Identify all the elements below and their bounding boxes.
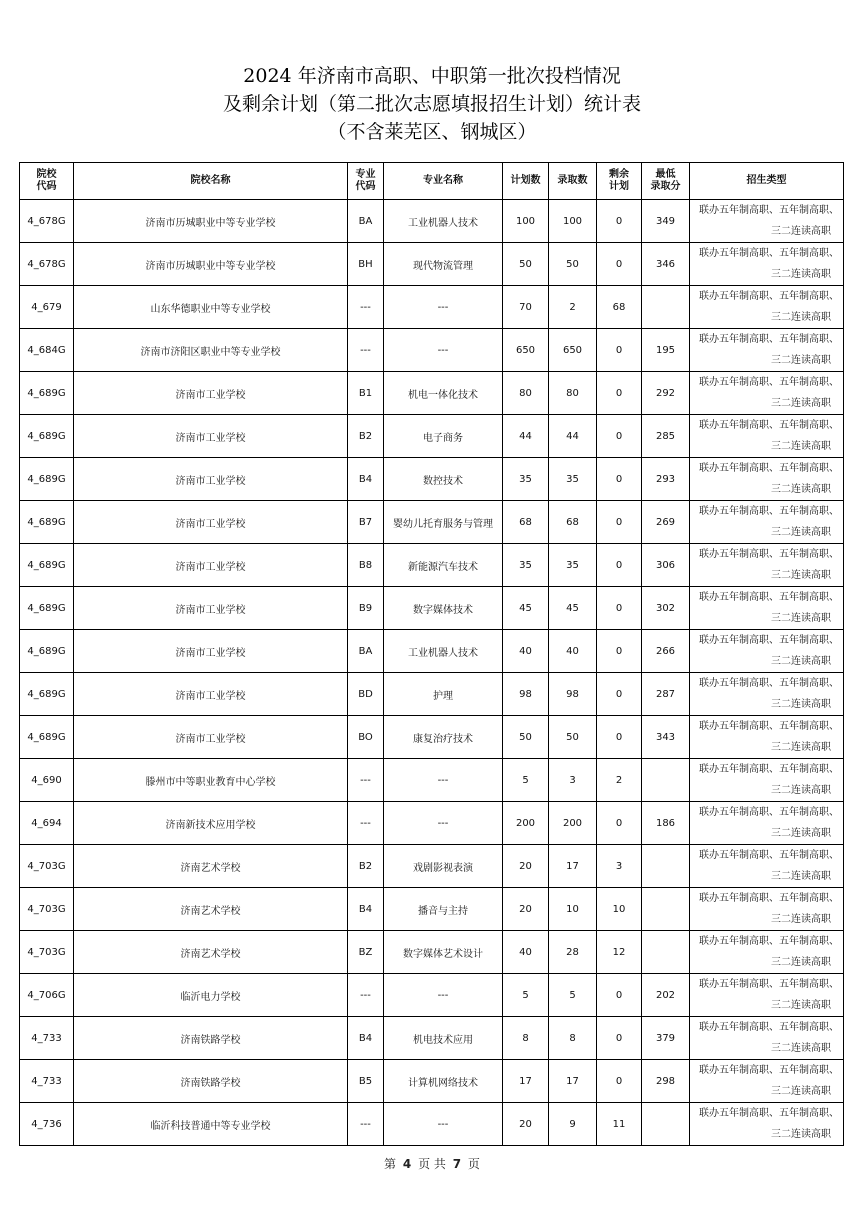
cell-school-code: 4_678G: [20, 243, 74, 286]
admission-type-line-1: 联办五年制高职、五年制高职、: [699, 1065, 839, 1076]
cell-school-code: 4_689G: [20, 587, 74, 630]
cell-plan: 40: [503, 630, 549, 673]
admission-type-line-2: 三二连读高职: [771, 1086, 831, 1097]
cell-min-score: [642, 845, 690, 888]
cell-remaining: 0: [597, 544, 642, 587]
admission-type-line-2: 三二连读高职: [771, 527, 831, 538]
cell-min-score: [642, 759, 690, 802]
admission-type-line-1: 联办五年制高职、五年制高职、: [699, 248, 839, 259]
cell-admitted: 45: [549, 587, 597, 630]
cell-admitted: 650: [549, 329, 597, 372]
cell-remaining: 0: [597, 587, 642, 630]
cell-admitted: 80: [549, 372, 597, 415]
cell-plan: 20: [503, 888, 549, 931]
admission-type-line-1: 联办五年制高职、五年制高职、: [699, 850, 839, 861]
admission-type-line-2: 三二连读高职: [771, 269, 831, 280]
cell-major-name: 数字媒体技术: [384, 587, 503, 630]
cell-major-code: BD: [348, 673, 384, 716]
admission-type-line-1: 联办五年制高职、五年制高职、: [699, 1108, 839, 1119]
header-admission-type: 招生类型: [690, 163, 844, 200]
table-row: [20, 458, 844, 501]
footer-middle: 页 共: [418, 1157, 446, 1171]
cell-remaining: 0: [597, 716, 642, 759]
cell-admission-type: [690, 243, 844, 286]
cell-remaining: 2: [597, 759, 642, 802]
cell-major-code: B9: [348, 587, 384, 630]
cell-admitted: 35: [549, 458, 597, 501]
cell-remaining: 0: [597, 1017, 642, 1060]
header-remaining: 剩余 计划: [597, 163, 642, 200]
cell-major-name: 机电技术应用: [384, 1017, 503, 1060]
cell-school-name: 济南市工业学校: [74, 716, 348, 759]
cell-min-score: 266: [642, 630, 690, 673]
cell-plan: 20: [503, 1103, 549, 1146]
cell-major-code: ---: [348, 759, 384, 802]
cell-admission-type: [690, 329, 844, 372]
cell-admitted: 2: [549, 286, 597, 329]
cell-plan: 650: [503, 329, 549, 372]
cell-plan: 5: [503, 759, 549, 802]
cell-remaining: 12: [597, 931, 642, 974]
cell-admitted: 28: [549, 931, 597, 974]
page-footer: [0, 1155, 864, 1172]
cell-remaining: 10: [597, 888, 642, 931]
table-row: [20, 931, 844, 974]
cell-min-score: 269: [642, 501, 690, 544]
cell-major-code: ---: [348, 974, 384, 1017]
cell-major-name: ---: [384, 329, 503, 372]
cell-plan: 40: [503, 931, 549, 974]
admission-type-line-2: 三二连读高职: [771, 441, 831, 452]
cell-major-name: 戏剧影视表演: [384, 845, 503, 888]
cell-remaining: 0: [597, 415, 642, 458]
cell-remaining: 0: [597, 458, 642, 501]
cell-major-code: B2: [348, 845, 384, 888]
cell-admitted: 10: [549, 888, 597, 931]
table-row: [20, 415, 844, 458]
cell-major-code: BA: [348, 630, 384, 673]
footer-page-number: 4: [402, 1157, 412, 1171]
document-title-line-3: （不含莱芜区、钢城区）: [327, 121, 537, 143]
cell-school-code: 4_689G: [20, 630, 74, 673]
cell-min-score: 346: [642, 243, 690, 286]
footer-total-pages: 7: [452, 1157, 462, 1171]
cell-major-name: ---: [384, 974, 503, 1017]
admission-type-line-1: 联办五年制高职、五年制高职、: [699, 1022, 839, 1033]
cell-school-name: 济南市工业学校: [74, 458, 348, 501]
cell-school-code: 4_736: [20, 1103, 74, 1146]
cell-min-score: 349: [642, 200, 690, 243]
admission-type-line-1: 联办五年制高职、五年制高职、: [699, 334, 839, 345]
table-body: [20, 200, 844, 1146]
admission-type-line-2: 三二连读高职: [771, 484, 831, 495]
cell-school-name: 济南市工业学校: [74, 372, 348, 415]
cell-major-code: ---: [348, 802, 384, 845]
cell-min-score: 379: [642, 1017, 690, 1060]
cell-major-name: 现代物流管理: [384, 243, 503, 286]
cell-admission-type: [690, 415, 844, 458]
cell-major-code: ---: [348, 329, 384, 372]
admission-type-line-2: 三二连读高职: [771, 312, 831, 323]
cell-school-name: 济南艺术学校: [74, 888, 348, 931]
cell-school-name: 临沂科技普通中等专业学校: [74, 1103, 348, 1146]
table-row: [20, 372, 844, 415]
admission-type-line-1: 联办五年制高职、五年制高职、: [699, 893, 839, 904]
cell-admitted: 9: [549, 1103, 597, 1146]
cell-school-name: 山东华德职业中等专业学校: [74, 286, 348, 329]
cell-admission-type: [690, 286, 844, 329]
cell-admitted: 5: [549, 974, 597, 1017]
cell-school-code: 4_703G: [20, 845, 74, 888]
cell-school-name: 济南铁路学校: [74, 1060, 348, 1103]
cell-school-code: 4_689G: [20, 544, 74, 587]
cell-admission-type: [690, 501, 844, 544]
cell-admitted: 35: [549, 544, 597, 587]
cell-major-code: B1: [348, 372, 384, 415]
table-row: [20, 716, 844, 759]
cell-major-code: B4: [348, 888, 384, 931]
cell-min-score: 195: [642, 329, 690, 372]
admission-type-line-2: 三二连读高职: [771, 1129, 831, 1140]
cell-admitted: 98: [549, 673, 597, 716]
admission-type-line-1: 联办五年制高职、五年制高职、: [699, 936, 839, 947]
cell-school-code: 4_733: [20, 1060, 74, 1103]
admission-type-line-1: 联办五年制高职、五年制高职、: [699, 205, 839, 216]
header-min-score: 最低 录取分: [642, 163, 690, 200]
cell-school-code: 4_678G: [20, 200, 74, 243]
header-school-name: 院校名称: [74, 163, 348, 200]
cell-major-name: 计算机网络技术: [384, 1060, 503, 1103]
cell-plan: 70: [503, 286, 549, 329]
admission-type-line-2: 三二连读高职: [771, 742, 831, 753]
cell-admitted: 44: [549, 415, 597, 458]
cell-school-name: 济南市济阳区职业中等专业学校: [74, 329, 348, 372]
cell-min-score: [642, 286, 690, 329]
admission-type-line-1: 联办五年制高职、五年制高职、: [699, 635, 839, 646]
admission-type-line-1: 联办五年制高职、五年制高职、: [699, 549, 839, 560]
cell-min-score: 186: [642, 802, 690, 845]
cell-school-code: 4_703G: [20, 888, 74, 931]
cell-remaining: 0: [597, 372, 642, 415]
cell-min-score: 298: [642, 1060, 690, 1103]
admission-type-line-1: 联办五年制高职、五年制高职、: [699, 420, 839, 431]
table-row: [20, 200, 844, 243]
table-row: [20, 286, 844, 329]
cell-admitted: 68: [549, 501, 597, 544]
cell-plan: 200: [503, 802, 549, 845]
cell-school-code: 4_689G: [20, 415, 74, 458]
admission-type-line-1: 联办五年制高职、五年制高职、: [699, 291, 839, 302]
table-row: [20, 243, 844, 286]
cell-min-score: 302: [642, 587, 690, 630]
document-title-line-1: 2024 年济南市高职、中职第一批次投档情况: [243, 65, 621, 87]
cell-major-name: 新能源汽车技术: [384, 544, 503, 587]
cell-admission-type: [690, 716, 844, 759]
cell-school-name: 济南市工业学校: [74, 587, 348, 630]
cell-major-code: B5: [348, 1060, 384, 1103]
cell-remaining: 3: [597, 845, 642, 888]
table-row: [20, 974, 844, 1017]
cell-plan: 35: [503, 458, 549, 501]
cell-admission-type: [690, 1017, 844, 1060]
cell-min-score: 306: [642, 544, 690, 587]
admission-type-line-1: 联办五年制高职、五年制高职、: [699, 764, 839, 775]
admission-type-line-1: 联办五年制高职、五年制高职、: [699, 678, 839, 689]
cell-admission-type: [690, 372, 844, 415]
cell-major-name: 电子商务: [384, 415, 503, 458]
cell-remaining: 0: [597, 974, 642, 1017]
admission-type-line-2: 三二连读高职: [771, 570, 831, 581]
table-row: [20, 759, 844, 802]
cell-admission-type: [690, 458, 844, 501]
table-row: [20, 845, 844, 888]
admission-type-line-2: 三二连读高职: [771, 957, 831, 968]
admission-type-line-2: 三二连读高职: [771, 785, 831, 796]
cell-plan: 17: [503, 1060, 549, 1103]
cell-admitted: 200: [549, 802, 597, 845]
cell-school-name: 济南市历城职业中等专业学校: [74, 243, 348, 286]
cell-major-name: ---: [384, 802, 503, 845]
cell-school-name: 济南艺术学校: [74, 845, 348, 888]
admission-type-line-2: 三二连读高职: [771, 613, 831, 624]
cell-admission-type: [690, 673, 844, 716]
cell-school-name: 济南铁路学校: [74, 1017, 348, 1060]
cell-major-code: B2: [348, 415, 384, 458]
header-major-name: 专业名称: [384, 163, 503, 200]
cell-major-name: ---: [384, 286, 503, 329]
admission-type-line-1: 联办五年制高职、五年制高职、: [699, 377, 839, 388]
cell-major-name: ---: [384, 1103, 503, 1146]
cell-school-code: 4_689G: [20, 673, 74, 716]
cell-major-name: 工业机器人技术: [384, 200, 503, 243]
cell-min-score: 287: [642, 673, 690, 716]
admission-type-line-1: 联办五年制高职、五年制高职、: [699, 721, 839, 732]
admission-type-line-2: 三二连读高职: [771, 828, 831, 839]
header-school-code: 院校 代码: [20, 163, 74, 200]
cell-plan: 5: [503, 974, 549, 1017]
cell-school-code: 4_690: [20, 759, 74, 802]
cell-plan: 45: [503, 587, 549, 630]
cell-min-score: 343: [642, 716, 690, 759]
admission-type-line-1: 联办五年制高职、五年制高职、: [699, 506, 839, 517]
table-row: [20, 544, 844, 587]
cell-major-code: BZ: [348, 931, 384, 974]
admission-type-line-2: 三二连读高职: [771, 699, 831, 710]
cell-admission-type: [690, 587, 844, 630]
cell-remaining: 0: [597, 802, 642, 845]
cell-major-code: BA: [348, 200, 384, 243]
cell-min-score: [642, 888, 690, 931]
cell-school-name: 济南市工业学校: [74, 544, 348, 587]
cell-major-code: B8: [348, 544, 384, 587]
cell-plan: 98: [503, 673, 549, 716]
table-row: [20, 587, 844, 630]
cell-school-name: 济南市工业学校: [74, 673, 348, 716]
cell-school-code: 4_694: [20, 802, 74, 845]
cell-major-code: ---: [348, 1103, 384, 1146]
table-row: [20, 1103, 844, 1146]
admission-type-line-2: 三二连读高职: [771, 914, 831, 925]
admission-type-line-2: 三二连读高职: [771, 355, 831, 366]
footer-suffix: 页: [467, 1157, 480, 1171]
header-plan: 计划数: [503, 163, 549, 200]
cell-school-name: 滕州市中等职业教育中心学校: [74, 759, 348, 802]
cell-remaining: 0: [597, 673, 642, 716]
cell-admission-type: [690, 1060, 844, 1103]
cell-remaining: 68: [597, 286, 642, 329]
cell-min-score: 202: [642, 974, 690, 1017]
admission-table: [19, 162, 844, 1146]
cell-remaining: 0: [597, 630, 642, 673]
cell-admitted: 8: [549, 1017, 597, 1060]
admission-type-line-2: 三二连读高职: [771, 226, 831, 237]
cell-remaining: 11: [597, 1103, 642, 1146]
cell-school-code: 4_689G: [20, 372, 74, 415]
cell-plan: 44: [503, 415, 549, 458]
cell-admission-type: [690, 544, 844, 587]
cell-major-name: ---: [384, 759, 503, 802]
cell-school-name: 济南市工业学校: [74, 501, 348, 544]
admission-type-line-2: 三二连读高职: [771, 656, 831, 667]
cell-admission-type: [690, 630, 844, 673]
cell-major-name: 数字媒体艺术设计: [384, 931, 503, 974]
cell-major-code: BH: [348, 243, 384, 286]
cell-admitted: 17: [549, 1060, 597, 1103]
admission-type-line-2: 三二连读高职: [771, 1000, 831, 1011]
cell-min-score: 285: [642, 415, 690, 458]
cell-major-name: 婴幼儿托育服务与管理: [384, 501, 503, 544]
cell-school-name: 济南新技术应用学校: [74, 802, 348, 845]
cell-admission-type: [690, 974, 844, 1017]
table-row: [20, 1060, 844, 1103]
cell-major-code: ---: [348, 286, 384, 329]
cell-remaining: 0: [597, 200, 642, 243]
table-row: [20, 501, 844, 544]
cell-plan: 20: [503, 845, 549, 888]
cell-school-name: 济南市工业学校: [74, 415, 348, 458]
cell-plan: 68: [503, 501, 549, 544]
cell-plan: 50: [503, 243, 549, 286]
cell-school-code: 4_706G: [20, 974, 74, 1017]
cell-school-name: 济南市历城职业中等专业学校: [74, 200, 348, 243]
table-row: [20, 888, 844, 931]
admission-type-line-1: 联办五年制高职、五年制高职、: [699, 463, 839, 474]
table-row: [20, 630, 844, 673]
table-header-row: [20, 163, 844, 200]
admission-type-line-1: 联办五年制高职、五年制高职、: [699, 979, 839, 990]
table-row: [20, 673, 844, 716]
cell-major-code: BO: [348, 716, 384, 759]
admission-type-line-2: 三二连读高职: [771, 871, 831, 882]
table-row: [20, 1017, 844, 1060]
cell-remaining: 0: [597, 501, 642, 544]
cell-plan: 35: [503, 544, 549, 587]
cell-school-code: 4_733: [20, 1017, 74, 1060]
cell-major-name: 数控技术: [384, 458, 503, 501]
cell-admission-type: [690, 888, 844, 931]
admission-type-line-2: 三二连读高职: [771, 1043, 831, 1054]
cell-min-score: 292: [642, 372, 690, 415]
cell-school-code: 4_689G: [20, 458, 74, 501]
cell-school-name: 济南市工业学校: [74, 630, 348, 673]
table-row: [20, 329, 844, 372]
admission-type-line-1: 联办五年制高职、五年制高职、: [699, 807, 839, 818]
cell-remaining: 0: [597, 329, 642, 372]
cell-major-name: 护理: [384, 673, 503, 716]
cell-school-name: 济南艺术学校: [74, 931, 348, 974]
cell-admission-type: [690, 845, 844, 888]
document-title-line-2: 及剩余计划（第二批次志愿填报招生计划）统计表: [222, 93, 641, 115]
cell-admission-type: [690, 802, 844, 845]
cell-school-code: 4_679: [20, 286, 74, 329]
cell-school-code: 4_684G: [20, 329, 74, 372]
cell-plan: 8: [503, 1017, 549, 1060]
cell-admission-type: [690, 759, 844, 802]
cell-major-code: B7: [348, 501, 384, 544]
cell-admitted: 40: [549, 630, 597, 673]
cell-remaining: 0: [597, 1060, 642, 1103]
cell-min-score: [642, 1103, 690, 1146]
table-row: [20, 802, 844, 845]
cell-major-name: 康复治疗技术: [384, 716, 503, 759]
cell-major-name: 工业机器人技术: [384, 630, 503, 673]
cell-admission-type: [690, 931, 844, 974]
cell-admitted: 50: [549, 243, 597, 286]
cell-admission-type: [690, 200, 844, 243]
cell-school-code: 4_689G: [20, 716, 74, 759]
cell-admitted: 3: [549, 759, 597, 802]
cell-major-name: 机电一体化技术: [384, 372, 503, 415]
footer-prefix: 第: [384, 1157, 397, 1171]
cell-min-score: 293: [642, 458, 690, 501]
cell-plan: 50: [503, 716, 549, 759]
cell-major-code: B4: [348, 458, 384, 501]
header-major-code: 专业 代码: [348, 163, 384, 200]
cell-admitted: 17: [549, 845, 597, 888]
admission-type-line-1: 联办五年制高职、五年制高职、: [699, 592, 839, 603]
cell-admission-type: [690, 1103, 844, 1146]
cell-school-name: 临沂电力学校: [74, 974, 348, 1017]
cell-admitted: 50: [549, 716, 597, 759]
cell-plan: 100: [503, 200, 549, 243]
cell-plan: 80: [503, 372, 549, 415]
admission-type-line-2: 三二连读高职: [771, 398, 831, 409]
cell-admitted: 100: [549, 200, 597, 243]
cell-min-score: [642, 931, 690, 974]
cell-major-name: 播音与主持: [384, 888, 503, 931]
cell-major-code: B4: [348, 1017, 384, 1060]
cell-remaining: 0: [597, 243, 642, 286]
header-admitted: 录取数: [549, 163, 597, 200]
cell-school-code: 4_689G: [20, 501, 74, 544]
cell-school-code: 4_703G: [20, 931, 74, 974]
